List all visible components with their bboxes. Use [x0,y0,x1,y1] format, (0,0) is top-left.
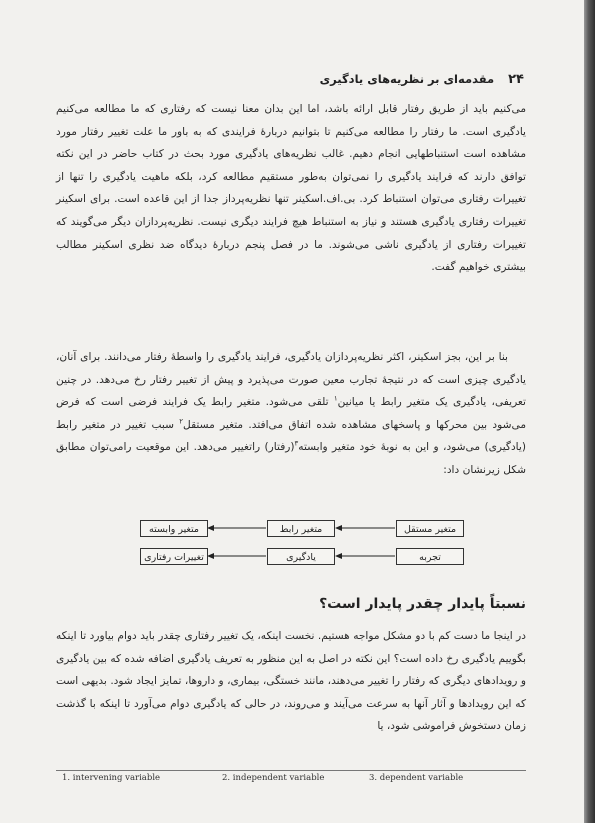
footnote-ref-3: ۳ [294,439,299,448]
paragraph-2-part-d: (رفتار) راتغییر می‌دهد. این موقعیت رامی‌توان مطابق شکل زیرنشان داد: [56,441,526,476]
book-spine-edge [584,0,595,823]
footnotes [62,773,524,789]
box-experience: تجربه [396,548,464,565]
paragraph-3: در اینجا ما دست کم با دو مشکل مواجه هستیم. نخست اینکه، یک تغییر رفتاری چقدر باید دوام بیاورد تا اینکه بگوییم یادگیری رخ داده است؟ این نکته در اصل به این منظور به تعریف یادگیری اضافه شده که بین یادگیری و رویدادهای دیگری که رفتار را تغییر می‌دهند، مانند خستگی، بیماری، و داروها، تمایز ایجاد شود. بدیهی است که این رویدادها و آثار آنها به سرعت می‌آیند و می‌روند، در حالی که یادگیری دوام می‌آورد تا اینکه با گذشت زمان دستخوش فراموشی شود، یا [56,630,526,733]
paragraph-2-part-c: سبب تغییر در متغیر رابط (یادگیری) می‌شود، و این به نوبهٔ خود متغیر وابسته [56,418,526,454]
footnote-1: 1. intervening variable [62,773,161,783]
paragraph-2-part-a: بنا بر این، بجز اسکینر، اکثر نظریه‌پردازان یادگیری، فرایند یادگیری را واسطهٔ رفتار می‌دانند. برای آنان، یادگیری چیزی است که در نتیجهٔ تجارب معین صورت می‌پذیرد و پیش از تغییر رفتار رخ می‌دهد. در چنین تعریفی، یادگیری یک متغیر رابط یا میانین [56,351,526,409]
footnote-3: 3. dependent variable [369,773,464,783]
footnote-ref-1: ۱ [333,394,338,403]
footnote-divider [56,770,526,771]
box-intervening-variable: متغیر رابط [267,520,335,537]
box-learning: یادگیری [267,548,335,565]
running-title: مقدمه‌ای بر نظریه‌های یادگیری [319,72,495,86]
footnote-ref-2: ۲ [179,417,184,426]
box-independent-variable: متغیر مستقل [396,520,464,537]
page-number: ۲۴ [508,72,524,87]
footnote-2: 2. independent variable [222,773,325,783]
paragraph-2-part-b: تلقی می‌شود. متغیر رابط یک فرایند فرضی است که فرض می‌شود بین محرکها و پاسخهای مشاهده شده اتفاق می‌افتد. متغیر مستقل [56,396,527,431]
section-heading: نسبتاً پایدار چقدر پایدار است؟ [319,596,526,612]
paragraph-1: می‌کنیم باید از طریق رفتار قابل ارائه باشد، اما این بدان معنا نیست که رفتاری که ما مطالعه می‌کنیم یادگیری است. ما رفتار را مطالعه می‌کنیم تا بتوانیم دربارهٔ فرایندی که به باور ما علت تغییر رفتار مورد مشاهده است استنباطهایی انجام دهیم. غالب نظریه‌های یادگیری مورد بحث در کتاب حاضر در این نکته توافق دارند که فرایند یادگیری را نمی‌توان به‌طور مستقیم مطالعه کرد، بلکه ماهیت یادگیری را تنها از تغییرات رفتاری می‌توان استنباط کرد. بی.اف.اسکینر تنها نظریه‌پرداز جدا از این قاعده است. برای اسکینر تغییرات رفتاری یادگیری هستند و نیاز به استنباط هیچ فرایند دیگری نیست. نظریه‌پردازان دیگر می‌گویند که تغییرات رفتاری از یادگیری ناشی می‌شوند. ما در فصل پنجم دربارهٔ دیدگاه ضد نظری اسکینر مطالب بیشتری خواهیم گفت. [56,103,526,274]
box-behavior-change: تغییرات رفتاری [140,548,208,565]
box-dependent-variable: متغیر وابسته [140,520,208,537]
